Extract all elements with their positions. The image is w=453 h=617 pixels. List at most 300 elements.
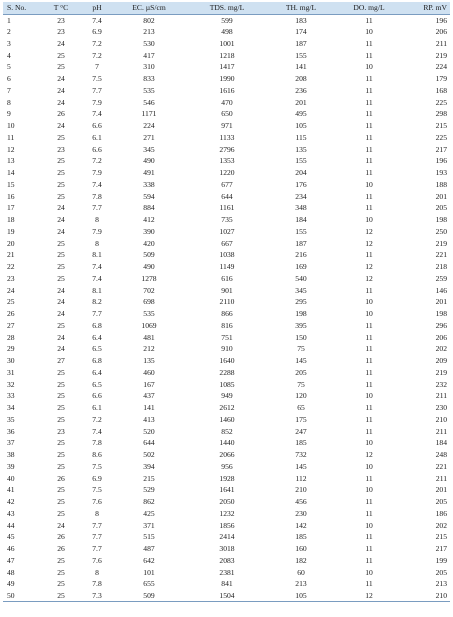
cell-conductivity: 413 bbox=[143, 414, 155, 424]
cell-ph: 7.4 bbox=[92, 426, 102, 436]
cell-redox-potential: 209 bbox=[435, 356, 447, 366]
cell-conductivity: 271 bbox=[143, 132, 155, 142]
cell-redox-potential: 202 bbox=[435, 520, 447, 530]
cell-serial-number: 32 bbox=[7, 379, 15, 389]
cell-temperature: 23 bbox=[57, 426, 65, 436]
cell-conductivity: 420 bbox=[143, 238, 155, 248]
cell-ph: 8.2 bbox=[92, 297, 102, 307]
cell-total-hardness: 169 bbox=[295, 262, 307, 272]
table-row bbox=[3, 578, 450, 590]
cell-redox-potential: 199 bbox=[435, 555, 447, 565]
cell-total-hardness: 187 bbox=[295, 38, 307, 48]
cell-conductivity: 594 bbox=[143, 191, 155, 201]
cell-dissolved-oxygen: 11 bbox=[365, 367, 373, 377]
cell-conductivity: 490 bbox=[143, 156, 155, 166]
cell-serial-number: 21 bbox=[7, 250, 15, 260]
cell-redox-potential: 221 bbox=[435, 250, 447, 260]
cell-redox-potential: 213 bbox=[435, 579, 447, 589]
cell-tds: 498 bbox=[221, 27, 233, 37]
cell-dissolved-oxygen: 11 bbox=[365, 85, 373, 95]
cell-serial-number: 19 bbox=[7, 226, 15, 236]
cell-serial-number: 50 bbox=[3, 590, 40, 602]
cell-serial-number: 47 bbox=[7, 555, 15, 565]
table-row bbox=[3, 202, 450, 214]
cell-redox-potential: 210 bbox=[435, 414, 447, 424]
cell-dissolved-oxygen: 10 bbox=[365, 485, 373, 495]
cell-total-hardness: 208 bbox=[295, 74, 307, 84]
cell-redox-potential: 232 bbox=[435, 379, 447, 389]
cell-temperature: 24 bbox=[57, 226, 65, 236]
cell-ph: 8 bbox=[95, 567, 99, 577]
header-redox-potential: RP. mV bbox=[404, 2, 450, 14]
cell-tds: 2796 bbox=[219, 144, 235, 154]
cell-conductivity: 546 bbox=[143, 97, 155, 107]
cell-serial-number: 2 bbox=[7, 27, 11, 37]
cell-ph: 7.2 bbox=[92, 38, 102, 48]
cell-temperature: 25 bbox=[57, 438, 65, 448]
cell-total-hardness: 105 bbox=[295, 121, 307, 131]
cell-serial-number: 44 bbox=[7, 520, 15, 530]
cell-serial-number: 42 bbox=[7, 497, 15, 507]
cell-serial-number: 41 bbox=[7, 485, 15, 495]
cell-ph: 7.7 bbox=[92, 532, 102, 542]
table-row bbox=[3, 472, 450, 484]
table-row bbox=[3, 437, 450, 449]
cell-redox-potential: 146 bbox=[435, 285, 447, 295]
cell-total-hardness: 182 bbox=[295, 555, 307, 565]
cell-tds: 470 bbox=[221, 97, 233, 107]
cell-redox-potential: 196 bbox=[435, 156, 447, 166]
cell-tds: 2381 bbox=[219, 567, 235, 577]
cell-tds: 735 bbox=[221, 215, 233, 225]
cell-tds: 2288 bbox=[219, 367, 235, 377]
cell-total-hardness: 112 bbox=[295, 473, 307, 483]
cell-dissolved-oxygen: 12 bbox=[365, 238, 373, 248]
cell-serial-number: 29 bbox=[7, 344, 15, 354]
cell-total-hardness: 732 bbox=[295, 450, 307, 460]
cell-total-hardness: 184 bbox=[295, 215, 307, 225]
cell-serial-number: 23 bbox=[7, 273, 15, 283]
cell-tds: 949 bbox=[221, 391, 233, 401]
cell-tds: 2066 bbox=[219, 450, 235, 460]
cell-tds: 644 bbox=[221, 191, 233, 201]
cell-temperature: 25 bbox=[57, 485, 65, 495]
cell-dissolved-oxygen: 10 bbox=[365, 297, 373, 307]
cell-ph: 7.6 bbox=[92, 497, 102, 507]
cell-conductivity: 535 bbox=[143, 85, 155, 95]
cell-conductivity: 884 bbox=[143, 203, 155, 213]
cell-dissolved-oxygen: 11 bbox=[365, 109, 373, 119]
table-row bbox=[3, 378, 450, 390]
cell-redox-potential: 219 bbox=[435, 50, 447, 60]
cell-conductivity: 515 bbox=[143, 532, 155, 542]
cell-conductivity: 1171 bbox=[141, 109, 157, 119]
cell-conductivity: 490 bbox=[143, 262, 155, 272]
cell-ph: 7.9 bbox=[92, 226, 102, 236]
header-serial-number: S. No. bbox=[3, 2, 40, 14]
cell-total-hardness: 185 bbox=[295, 532, 307, 542]
cell-redox-potential: 221 bbox=[435, 461, 447, 471]
cell-redox-potential: 205 bbox=[435, 203, 447, 213]
cell-serial-number: 11 bbox=[7, 132, 15, 142]
cell-temperature: 25 bbox=[57, 461, 65, 471]
cell-tds: 866 bbox=[221, 309, 233, 319]
cell-serial-number: 28 bbox=[7, 332, 15, 342]
cell-ph: 6.4 bbox=[92, 367, 102, 377]
cell-temperature: 24 bbox=[57, 74, 65, 84]
cell-total-hardness: 247 bbox=[295, 426, 307, 436]
cell-ph: 6.1 bbox=[92, 403, 102, 413]
cell-redox-potential: 201 bbox=[435, 485, 447, 495]
cell-conductivity: 802 bbox=[143, 15, 155, 25]
cell-temperature: 25 bbox=[57, 50, 65, 60]
cell-conductivity: 491 bbox=[143, 168, 155, 178]
table-row bbox=[3, 343, 450, 355]
cell-serial-number: 14 bbox=[7, 168, 15, 178]
cell-ph: 7 bbox=[95, 62, 99, 72]
cell-redox-potential: 215 bbox=[435, 121, 447, 131]
table-row bbox=[3, 237, 450, 249]
table-row bbox=[3, 61, 450, 73]
cell-total-hardness: 60 bbox=[297, 567, 305, 577]
table-row bbox=[3, 132, 450, 144]
cell-total-hardness: 210 bbox=[295, 485, 307, 495]
cell-serial-number: 18 bbox=[7, 215, 15, 225]
cell-conductivity: 535 bbox=[143, 309, 155, 319]
table-row bbox=[3, 320, 450, 332]
cell-temperature: 25 bbox=[57, 367, 65, 377]
cell-serial-number: 27 bbox=[7, 320, 15, 330]
cell-ph: 7.5 bbox=[92, 74, 102, 84]
cell-ph: 7.2 bbox=[92, 50, 102, 60]
cell-dissolved-oxygen: 11 bbox=[365, 74, 373, 84]
cell-ph: 8 bbox=[95, 215, 99, 225]
cell-tds: 1353 bbox=[219, 156, 235, 166]
cell-redox-potential: 205 bbox=[435, 497, 447, 507]
cell-dissolved-oxygen: 11 bbox=[365, 285, 373, 295]
cell-ph: 8 bbox=[95, 508, 99, 518]
cell-dissolved-oxygen: 11 bbox=[365, 403, 373, 413]
cell-dissolved-oxygen: 11 bbox=[365, 379, 373, 389]
cell-dissolved-oxygen: 11 bbox=[365, 15, 373, 25]
cell-temperature: 24 bbox=[57, 215, 65, 225]
cell-total-hardness: 201 bbox=[295, 97, 307, 107]
cell-ph: 6.1 bbox=[92, 132, 102, 142]
table-row bbox=[3, 390, 450, 402]
cell-temperature: 24 bbox=[57, 97, 65, 107]
table-row bbox=[3, 273, 450, 285]
table-row bbox=[3, 331, 450, 343]
cell-ph: 7.2 bbox=[92, 414, 102, 424]
cell-dissolved-oxygen: 10 bbox=[365, 461, 373, 471]
cell-total-hardness: 141 bbox=[295, 62, 307, 72]
cell-conductivity: 224 bbox=[143, 121, 155, 131]
table-row bbox=[3, 167, 450, 179]
cell-temperature: 23 bbox=[57, 15, 65, 25]
cell-total-hardness: 160 bbox=[295, 544, 307, 554]
cell-conductivity: 642 bbox=[143, 555, 155, 565]
cell-tds: 1161 bbox=[219, 203, 235, 213]
cell-temperature: 25 bbox=[57, 403, 65, 413]
table-row bbox=[3, 143, 450, 155]
cell-ph: 7.7 bbox=[92, 520, 102, 530]
table-row bbox=[3, 155, 450, 167]
cell-temperature: 25 bbox=[57, 238, 65, 248]
cell-redox-potential: 206 bbox=[435, 332, 447, 342]
cell-temperature: 25 bbox=[57, 450, 65, 460]
cell-ph: 8.1 bbox=[92, 285, 102, 295]
cell-conductivity: 520 bbox=[143, 426, 155, 436]
cell-redox-potential: 188 bbox=[435, 179, 447, 189]
cell-total-hardness: 495 bbox=[295, 109, 307, 119]
cell-total-hardness: 234 bbox=[295, 191, 307, 201]
table-row bbox=[3, 367, 450, 379]
table-row bbox=[3, 449, 450, 461]
cell-total-hardness: 213 bbox=[295, 579, 307, 589]
table-row bbox=[3, 49, 450, 61]
cell-temperature: 25 bbox=[57, 497, 65, 507]
table-row bbox=[3, 226, 450, 238]
cell-serial-number: 45 bbox=[7, 532, 15, 542]
cell-tds: 1504 bbox=[186, 590, 268, 602]
cell-redox-potential: 218 bbox=[435, 262, 447, 272]
cell-tds: 667 bbox=[221, 238, 233, 248]
cell-ph: 6.9 bbox=[92, 473, 102, 483]
cell-conductivity: 213 bbox=[143, 27, 155, 37]
cell-conductivity: 509 bbox=[112, 590, 186, 602]
table-row bbox=[3, 590, 450, 602]
cell-redox-potential: 215 bbox=[435, 532, 447, 542]
cell-conductivity: 141 bbox=[143, 403, 155, 413]
table-row bbox=[3, 261, 450, 273]
cell-temperature: 24 bbox=[57, 38, 65, 48]
cell-temperature: 25 bbox=[57, 391, 65, 401]
cell-ph: 6.5 bbox=[92, 379, 102, 389]
cell-temperature: 26 bbox=[57, 109, 65, 119]
table-row bbox=[3, 484, 450, 496]
cell-serial-number: 38 bbox=[7, 450, 15, 460]
header-tds: TDS. mg/L bbox=[186, 2, 268, 14]
cell-total-hardness: 75 bbox=[297, 379, 305, 389]
table-row bbox=[3, 414, 450, 426]
cell-redox-potential: 211 bbox=[435, 473, 447, 483]
cell-ph: 7.4 bbox=[92, 262, 102, 272]
cell-conductivity: 509 bbox=[143, 250, 155, 260]
cell-dissolved-oxygen: 10 bbox=[365, 27, 373, 37]
cell-temperature: 25 bbox=[57, 62, 65, 72]
cell-total-hardness: 187 bbox=[295, 238, 307, 248]
cell-ph: 7.9 bbox=[92, 168, 102, 178]
cell-dissolved-oxygen: 10 bbox=[365, 62, 373, 72]
cell-dissolved-oxygen: 11 bbox=[365, 132, 373, 142]
cell-dissolved-oxygen: 10 bbox=[365, 567, 373, 577]
cell-tds: 1460 bbox=[219, 414, 235, 424]
cell-temperature: 25 bbox=[57, 262, 65, 272]
cell-serial-number: 26 bbox=[7, 309, 15, 319]
cell-total-hardness: 348 bbox=[295, 203, 307, 213]
cell-tds: 2110 bbox=[219, 297, 235, 307]
cell-total-hardness: 150 bbox=[295, 332, 307, 342]
cell-serial-number: 15 bbox=[7, 179, 15, 189]
cell-tds: 971 bbox=[221, 121, 233, 131]
cell-ph: 7.8 bbox=[92, 579, 102, 589]
cell-temperature: 25 bbox=[57, 567, 65, 577]
cell-serial-number: 46 bbox=[7, 544, 15, 554]
cell-redox-potential: 198 bbox=[435, 215, 447, 225]
cell-ph: 6.6 bbox=[92, 121, 102, 131]
cell-tds: 3018 bbox=[219, 544, 235, 554]
cell-tds: 1001 bbox=[219, 38, 235, 48]
cell-temperature: 24 bbox=[57, 309, 65, 319]
cell-redox-potential: 250 bbox=[435, 226, 447, 236]
cell-temperature: 25 bbox=[57, 414, 65, 424]
cell-redox-potential: 168 bbox=[435, 85, 447, 95]
cell-dissolved-oxygen: 11 bbox=[365, 473, 373, 483]
table-row bbox=[3, 531, 450, 543]
cell-conductivity: 1069 bbox=[141, 320, 157, 330]
cell-temperature: 26 bbox=[57, 544, 65, 554]
cell-serial-number: 36 bbox=[7, 426, 15, 436]
cell-dissolved-oxygen: 11 bbox=[365, 497, 373, 507]
cell-conductivity: 310 bbox=[143, 62, 155, 72]
cell-ph: 7.6 bbox=[92, 555, 102, 565]
cell-serial-number: 48 bbox=[7, 567, 15, 577]
cell-total-hardness: 456 bbox=[295, 497, 307, 507]
cell-conductivity: 529 bbox=[143, 485, 155, 495]
cell-redox-potential: 186 bbox=[435, 508, 447, 518]
cell-ph: 6.5 bbox=[92, 344, 102, 354]
cell-serial-number: 43 bbox=[7, 508, 15, 518]
cell-tds: 1616 bbox=[219, 85, 235, 95]
header-conductivity: EC. µS/cm bbox=[112, 2, 186, 14]
cell-serial-number: 9 bbox=[7, 109, 11, 119]
header-ph: pH bbox=[82, 2, 112, 14]
cell-serial-number: 12 bbox=[7, 144, 15, 154]
table-row bbox=[3, 108, 450, 120]
cell-total-hardness: 540 bbox=[295, 273, 307, 283]
cell-conductivity: 655 bbox=[143, 579, 155, 589]
cell-total-hardness: 205 bbox=[295, 367, 307, 377]
cell-tds: 1027 bbox=[219, 226, 235, 236]
cell-temperature: 24 bbox=[57, 285, 65, 295]
cell-total-hardness: 75 bbox=[297, 344, 305, 354]
cell-tds: 2414 bbox=[219, 532, 235, 542]
cell-temperature: 25 bbox=[57, 379, 65, 389]
cell-total-hardness: 295 bbox=[295, 297, 307, 307]
table-row bbox=[3, 14, 450, 26]
cell-total-hardness: 115 bbox=[295, 132, 307, 142]
cell-tds: 1641 bbox=[219, 485, 235, 495]
cell-ph: 7.7 bbox=[92, 309, 102, 319]
cell-serial-number: 39 bbox=[7, 461, 15, 471]
cell-redox-potential: 198 bbox=[435, 309, 447, 319]
cell-temperature: 23 bbox=[57, 27, 65, 37]
header-dissolved-oxygen: DO. mg/L bbox=[334, 2, 404, 14]
cell-tds: 1232 bbox=[219, 508, 235, 518]
cell-ph: 7.9 bbox=[92, 97, 102, 107]
cell-tds: 816 bbox=[221, 320, 233, 330]
table-row bbox=[3, 402, 450, 414]
cell-tds: 751 bbox=[221, 332, 233, 342]
table-row bbox=[3, 308, 450, 320]
cell-total-hardness: 236 bbox=[295, 85, 307, 95]
cell-ph: 8.6 bbox=[92, 450, 102, 460]
cell-conductivity: 460 bbox=[143, 367, 155, 377]
cell-tds: 1038 bbox=[219, 250, 235, 260]
cell-conductivity: 530 bbox=[143, 38, 155, 48]
cell-temperature: 25 bbox=[57, 273, 65, 283]
cell-dissolved-oxygen: 11 bbox=[365, 544, 373, 554]
header-total-hardness: TH. mg/L bbox=[268, 2, 334, 14]
table-row bbox=[3, 190, 450, 202]
cell-redox-potential: 224 bbox=[435, 62, 447, 72]
cell-redox-potential: 298 bbox=[435, 109, 447, 119]
cell-ph: 6.4 bbox=[92, 332, 102, 342]
cell-ph: 7.8 bbox=[92, 191, 102, 201]
cell-redox-potential: 219 bbox=[435, 238, 447, 248]
cell-temperature: 26 bbox=[57, 532, 65, 542]
cell-temperature: 24 bbox=[57, 520, 65, 530]
cell-redox-potential: 202 bbox=[435, 344, 447, 354]
cell-redox-potential: 259 bbox=[435, 273, 447, 283]
cell-redox-potential: 201 bbox=[435, 191, 447, 201]
table-row bbox=[3, 496, 450, 508]
cell-tds: 1133 bbox=[219, 132, 235, 142]
cell-dissolved-oxygen: 11 bbox=[365, 555, 373, 565]
cell-conductivity: 345 bbox=[143, 144, 155, 154]
cell-tds: 1149 bbox=[219, 262, 235, 272]
cell-serial-number: 8 bbox=[7, 97, 11, 107]
cell-temperature: 25 bbox=[57, 156, 65, 166]
cell-conductivity: 135 bbox=[143, 356, 155, 366]
cell-total-hardness: 135 bbox=[295, 144, 307, 154]
cell-redox-potential: 184 bbox=[435, 438, 447, 448]
table-row bbox=[3, 73, 450, 85]
cell-tds: 1856 bbox=[219, 520, 235, 530]
cell-ph: 7.7 bbox=[92, 203, 102, 213]
water-quality-table bbox=[3, 2, 450, 602]
cell-dissolved-oxygen: 11 bbox=[365, 356, 373, 366]
cell-conductivity: 417 bbox=[143, 50, 155, 60]
cell-serial-number: 40 bbox=[7, 473, 15, 483]
cell-ph: 7.5 bbox=[92, 461, 102, 471]
cell-total-hardness: 216 bbox=[295, 250, 307, 260]
cell-conductivity: 215 bbox=[143, 473, 155, 483]
cell-serial-number: 5 bbox=[7, 62, 11, 72]
cell-tds: 1440 bbox=[219, 438, 235, 448]
cell-tds: 599 bbox=[221, 15, 233, 25]
cell-tds: 2083 bbox=[219, 555, 235, 565]
cell-tds: 616 bbox=[221, 273, 233, 283]
cell-dissolved-oxygen: 11 bbox=[365, 332, 373, 342]
cell-total-hardness: 155 bbox=[295, 156, 307, 166]
table-row bbox=[3, 214, 450, 226]
table-row bbox=[3, 519, 450, 531]
cell-ph: 7.7 bbox=[92, 544, 102, 554]
cell-conductivity: 101 bbox=[143, 567, 155, 577]
cell-tds: 841 bbox=[221, 579, 233, 589]
cell-dissolved-oxygen: 11 bbox=[365, 191, 373, 201]
cell-tds: 1928 bbox=[219, 473, 235, 483]
cell-ph: 6.6 bbox=[92, 144, 102, 154]
cell-tds: 650 bbox=[221, 109, 233, 119]
cell-conductivity: 862 bbox=[143, 497, 155, 507]
cell-serial-number: 17 bbox=[7, 203, 15, 213]
cell-total-hardness: 395 bbox=[295, 320, 307, 330]
cell-temperature: 25 bbox=[57, 132, 65, 142]
cell-temperature: 24 bbox=[57, 332, 65, 342]
cell-tds: 2612 bbox=[219, 403, 235, 413]
